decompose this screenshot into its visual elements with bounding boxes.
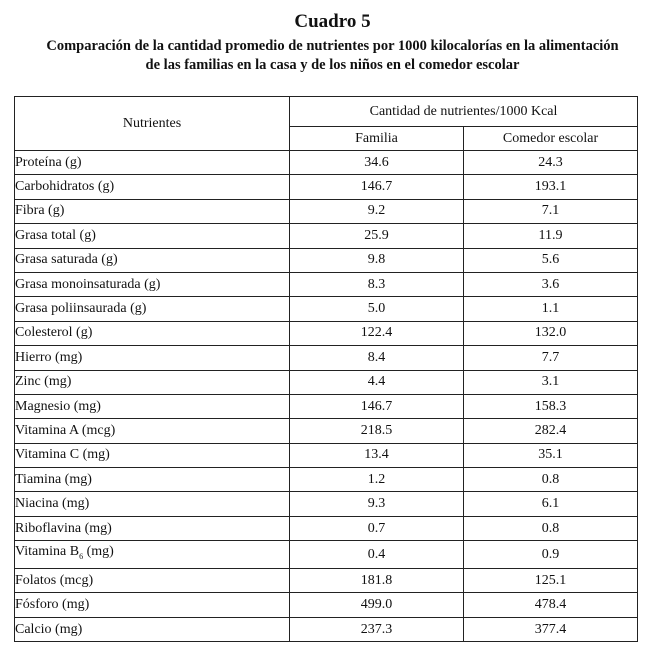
comedor-value: 1.1: [464, 297, 638, 321]
familia-value: 5.0: [290, 297, 464, 321]
comedor-value: 35.1: [464, 443, 638, 467]
nutrient-name: Vitamina C (mg): [15, 443, 290, 467]
familia-value: 8.4: [290, 346, 464, 370]
familia-value: 0.4: [290, 541, 464, 569]
familia-value: 13.4: [290, 443, 464, 467]
familia-value: 181.8: [290, 569, 464, 593]
familia-value: 146.7: [290, 394, 464, 418]
table-row: [15, 224, 638, 248]
comedor-value: 3.6: [464, 272, 638, 296]
familia-value: 9.3: [290, 492, 464, 516]
table-row: [15, 151, 638, 175]
table-row: [15, 394, 638, 418]
table-subtitle: [0, 37, 665, 75]
nutrient-name: Fósforo (mg): [15, 593, 290, 617]
nutrient-name: Vitamina A (mcg): [15, 419, 290, 443]
table-title: Cuadro 5: [294, 11, 371, 32]
familia-value: 237.3: [290, 617, 464, 641]
familia-value: 0.7: [290, 516, 464, 540]
familia-value: 34.6: [290, 151, 464, 175]
comedor-value: 7.7: [464, 346, 638, 370]
table-body: [15, 151, 638, 642]
familia-value: 4.4: [290, 370, 464, 394]
comedor-value: 0.8: [464, 468, 638, 492]
table-row: [15, 346, 638, 370]
table-row: [15, 321, 638, 345]
nutrient-name: Folatos (mcg): [15, 569, 290, 593]
comedor-value: 478.4: [464, 593, 638, 617]
table-row: [15, 370, 638, 394]
familia-value: 8.3: [290, 272, 464, 296]
familia-value: 9.8: [290, 248, 464, 272]
table-row: [15, 297, 638, 321]
nutrient-name: Magnesio (mg): [15, 394, 290, 418]
table-row: [15, 248, 638, 272]
table-row: [15, 617, 638, 641]
nutrient-name: Fibra (g): [15, 199, 290, 223]
nutrient-name: Colesterol (g): [15, 321, 290, 345]
comedor-value: 3.1: [464, 370, 638, 394]
nutrient-name: Riboflavina (mg): [15, 516, 290, 540]
comedor-value: 24.3: [464, 151, 638, 175]
familia-value: 218.5: [290, 419, 464, 443]
familia-value: 499.0: [290, 593, 464, 617]
table-row: [15, 443, 638, 467]
familia-value: 25.9: [290, 224, 464, 248]
subtitle-line-2: de las familias en la casa y de los niños en el comedor escolar: [145, 57, 520, 73]
table-row: [15, 199, 638, 223]
nutrient-name-unit: (mg): [83, 544, 114, 560]
table-row: [15, 569, 638, 593]
nutrient-name-subscript: 6: [79, 552, 84, 562]
comedor-value: 158.3: [464, 394, 638, 418]
table-row: [15, 272, 638, 296]
table-row: [15, 541, 638, 569]
nutrient-name: Grasa monoinsaturada (g): [15, 272, 290, 296]
comedor-value: 125.1: [464, 569, 638, 593]
header-cantidad: Cantidad de nutrientes/1000 Kcal: [290, 97, 638, 127]
table-row: [15, 175, 638, 199]
comedor-value: 0.8: [464, 516, 638, 540]
comedor-value: 11.9: [464, 224, 638, 248]
familia-value: 1.2: [290, 468, 464, 492]
header-familia: Familia: [290, 127, 464, 151]
header-nutrientes: Nutrientes: [15, 97, 290, 151]
familia-value: 9.2: [290, 199, 464, 223]
comedor-value: 0.9: [464, 541, 638, 569]
comedor-value: 377.4: [464, 617, 638, 641]
nutrient-name: Zinc (mg): [15, 370, 290, 394]
comedor-value: 193.1: [464, 175, 638, 199]
table-row: [15, 593, 638, 617]
header-comedor: Comedor escolar: [464, 127, 638, 151]
nutrient-name: Tiamina (mg): [15, 468, 290, 492]
nutrient-name: [15, 541, 290, 569]
nutrient-name: Hierro (mg): [15, 346, 290, 370]
subtitle-line-1: Comparación de la cantidad promedio de nutrientes por 1000 kilocalorías en la alimentación: [46, 38, 619, 54]
nutrients-table: [14, 96, 638, 642]
nutrient-name: Grasa total (g): [15, 224, 290, 248]
nutrient-name: Calcio (mg): [15, 617, 290, 641]
table-row: [15, 492, 638, 516]
nutrient-name: Proteína (g): [15, 151, 290, 175]
comedor-value: 282.4: [464, 419, 638, 443]
comedor-value: 5.6: [464, 248, 638, 272]
comedor-value: 6.1: [464, 492, 638, 516]
familia-value: 146.7: [290, 175, 464, 199]
nutrient-name: Grasa saturada (g): [15, 248, 290, 272]
nutrient-name: Carbohidratos (g): [15, 175, 290, 199]
familia-value: 122.4: [290, 321, 464, 345]
comedor-value: 7.1: [464, 199, 638, 223]
comedor-value: 132.0: [464, 321, 638, 345]
nutrient-name-main: Vitamina B: [15, 544, 80, 560]
nutrient-name: Grasa poliinsaurada (g): [15, 297, 290, 321]
table-row: [15, 468, 638, 492]
table-row: [15, 516, 638, 540]
table-row: [15, 419, 638, 443]
nutrient-name: Niacina (mg): [15, 492, 290, 516]
